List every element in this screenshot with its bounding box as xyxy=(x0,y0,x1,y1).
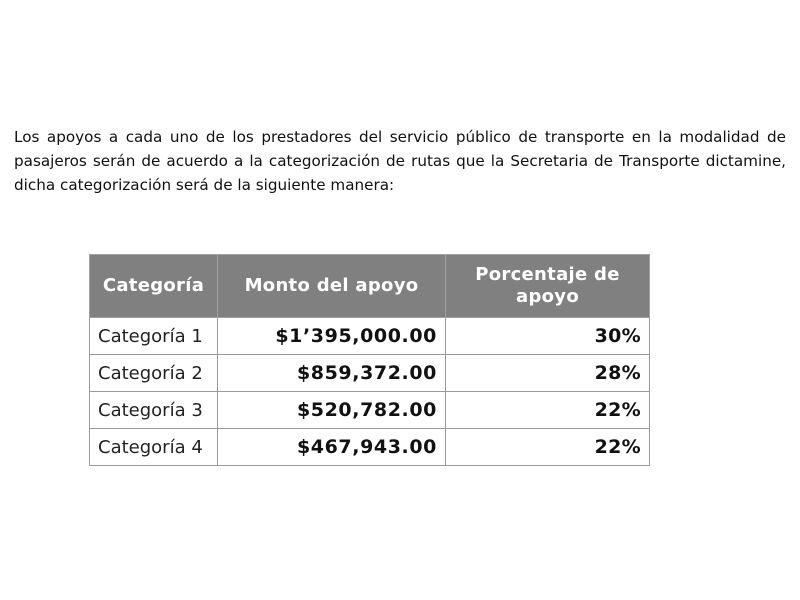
header-monto: Monto del apoyo xyxy=(218,255,446,318)
cell-porcentaje: 28% xyxy=(446,355,650,392)
header-categoria: Categoría xyxy=(90,255,218,318)
cell-monto: $520,782.00 xyxy=(218,392,446,429)
cell-porcentaje: 30% xyxy=(446,318,650,355)
cell-categoria: Categoría 3 xyxy=(90,392,218,429)
cell-categoria: Categoría 4 xyxy=(90,429,218,466)
cell-porcentaje: 22% xyxy=(446,429,650,466)
support-table xyxy=(89,254,650,466)
cell-monto: $1’395,000.00 xyxy=(218,318,446,355)
table-row xyxy=(90,392,650,429)
body-paragraph: Los apoyos a cada uno de los prestadores del servicio público de transporte en la modalidad de pasajeros serán de acuerdo a la categorización de rutas que la Secretaria de Transporte dictamine, dicha categorización será de la siguiente manera: xyxy=(14,128,786,194)
table-row xyxy=(90,429,650,466)
cell-monto: $467,943.00 xyxy=(218,429,446,466)
table-header-row xyxy=(90,255,650,318)
cell-porcentaje: 22% xyxy=(446,392,650,429)
table-row xyxy=(90,355,650,392)
cell-categoria: Categoría 2 xyxy=(90,355,218,392)
header-porcentaje: Porcentaje de apoyo xyxy=(446,255,650,318)
table-row xyxy=(90,318,650,355)
cell-monto: $859,372.00 xyxy=(218,355,446,392)
cell-categoria: Categoría 1 xyxy=(90,318,218,355)
